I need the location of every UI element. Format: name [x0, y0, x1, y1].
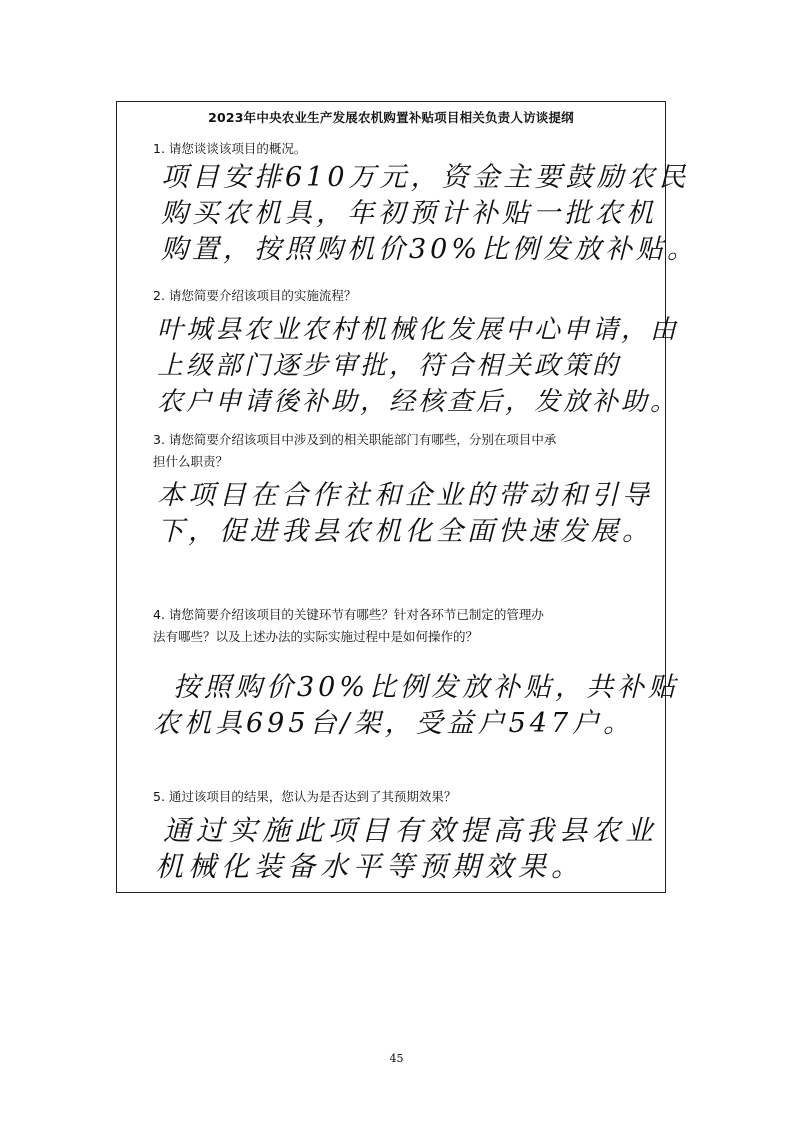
answer-line: 上级部门逐步审批，符合相关政策的 — [157, 351, 622, 381]
answer-line: 叶城县农业农村机械化发展中心申请，由 — [157, 315, 680, 345]
form-title: 2023年中央农业生产发展农机购置补贴项目相关负责人访谈提纲 — [208, 110, 574, 125]
question-4-line-1: 4. 请您简要介绍该项目的关键环节有哪些？针对各环节已制定的管理办 — [153, 607, 544, 622]
answer-2-handwritten — [157, 312, 679, 420]
answer-line: 机械化装备水平等预期效果。 — [155, 850, 585, 883]
answer-line: 购置，按照购机价30%比例发放补贴。 — [161, 234, 699, 265]
question-5: 5. 通过该项目的结果，您认为是否达到了其预期效果？ — [153, 789, 457, 804]
answer-line: 农机具695台/架，受益户547户。 — [153, 708, 635, 739]
answer-line: 项目安排610万元，资金主要鼓励农民 — [161, 162, 690, 193]
question-3 — [153, 429, 649, 473]
answer-line: 按照购价30%比例发放补贴，共补贴 — [173, 672, 680, 703]
question-1: 1. 请您谈谈该项目的概况。 — [153, 141, 307, 156]
answer-line: 通过实施此项目有效提高我县农业 — [163, 814, 659, 847]
answer-line: 购买农机具，年初预计补贴一批农机 — [161, 198, 657, 229]
question-3-line-1: 3. 请您简要介绍该项目中涉及到的相关职能部门有哪些，分别在项目中承 — [153, 432, 557, 447]
question-2: 2. 请您简要介绍该项目的实施流程？ — [153, 288, 357, 303]
page-number: 45 — [389, 1052, 404, 1065]
answer-1-handwritten — [161, 160, 698, 268]
answer-4-handwritten — [153, 670, 680, 742]
answer-5-handwritten — [155, 813, 659, 885]
question-4 — [153, 604, 649, 648]
question-4-line-2: 法有哪些？以及上述办法的实际实施过程中是如何操作的？ — [153, 629, 479, 644]
interview-form — [116, 101, 699, 893]
question-3-line-2: 担什么职责？ — [153, 454, 229, 469]
answer-line: 农户申请後补助，经核查后，发放补助。 — [157, 387, 680, 417]
answer-line: 下，促进我县农机化全面快速发展。 — [157, 516, 653, 547]
answer-3-handwritten — [157, 478, 653, 550]
answer-line: 本项目在合作社和企业的带动和引导 — [157, 480, 653, 511]
